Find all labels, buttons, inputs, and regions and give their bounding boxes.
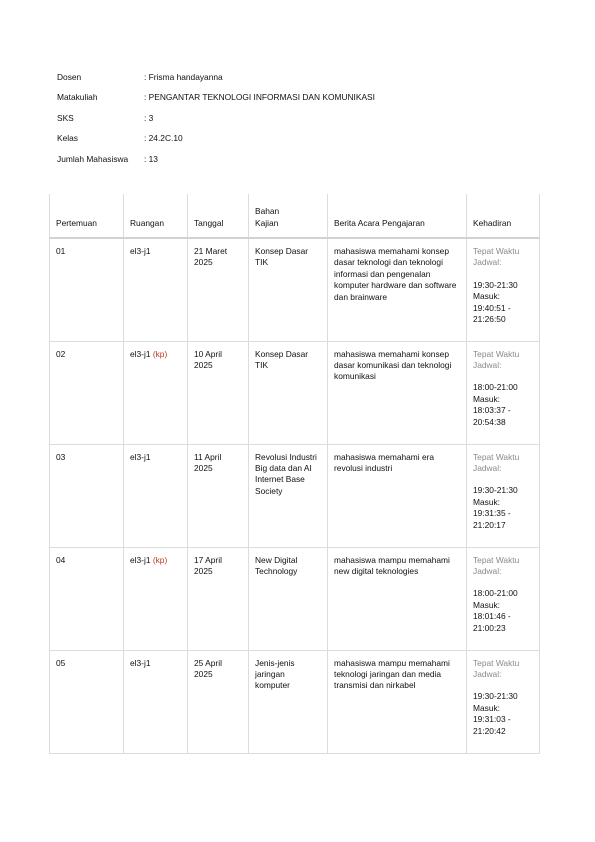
header-bahan-line1: Bahan [255, 206, 280, 217]
cell-pertemuan: 05 [50, 650, 124, 753]
schedule-time: 19:30-21:30 [473, 691, 518, 702]
cell-bahan-kajian: New Digital Technology [249, 547, 328, 650]
cell-tanggal: 10 April 2025 [188, 341, 249, 444]
info-row-kelas [57, 133, 375, 153]
cell-berita-acara: mahasiswa memahami konsep dasar teknologi dan teknologi informasi dan pengenalan komputer hardware dan software dan brainware [328, 238, 467, 341]
info-value: : 3 [144, 112, 154, 123]
info-value: : 13 [144, 153, 158, 164]
kp-badge: (kp) [152, 348, 168, 359]
cell-tanggal: 17 April 2025 [188, 547, 249, 650]
check-in-time: Masuk: 19:40:51 - 21:26:50 [473, 291, 511, 325]
attendance-status: Tepat Waktu Jadwal: [473, 348, 520, 370]
info-value: : 24.2C.10 [144, 133, 183, 144]
cell-ruangan [124, 341, 188, 444]
cell-kehadiran [467, 341, 540, 444]
schedule-time: 19:30-21:30 [473, 279, 518, 290]
room-code: el3-j1 [130, 348, 151, 359]
info-label: Dosen [57, 72, 82, 82]
table-row [50, 238, 540, 341]
header-kehadiran: Kehadiran [467, 194, 540, 238]
check-in-time: Masuk: 19:31:35 - 21:20:17 [473, 496, 511, 530]
table-row [50, 341, 540, 444]
cell-berita-acara: mahasiswa mampu memahami new digital teknologies [328, 547, 467, 650]
info-label: Matakuliah [57, 92, 98, 103]
attendance-table [49, 194, 540, 754]
room-code: el3-j1 [130, 554, 151, 565]
attendance-status: Tepat Waktu Jadwal: [473, 657, 520, 679]
info-row-matakuliah [57, 92, 375, 112]
cell-pertemuan: 02 [50, 341, 124, 444]
cell-tanggal: 25 April 2025 [188, 650, 249, 753]
schedule-time: 18:00-21:00 [473, 382, 518, 393]
room-code: el3-j1 [130, 246, 151, 256]
attendance-status: Tepat Waktu Jadwal: [473, 554, 520, 576]
header-berita-acara: Berita Acara Pengajaran [328, 194, 467, 238]
info-label: SKS [57, 112, 74, 123]
cell-bahan-kajian: Konsep Dasar TIK [249, 238, 328, 341]
cell-berita-acara: mahasiswa memahami era revolusi industri [328, 444, 467, 547]
attendance-status: Tepat Waktu Jadwal: [473, 246, 520, 268]
info-label: Jumlah Mahasiswa [57, 153, 129, 164]
cell-ruangan [124, 238, 188, 341]
header-bahan-kajian [249, 194, 328, 238]
kp-badge: (kp) [152, 554, 168, 565]
cell-kehadiran [467, 547, 540, 650]
check-in-time: Masuk: 18:03:37 - 20:54:38 [473, 393, 511, 427]
info-value: : PENGANTAR TEKNOLOGI INFORMASI DAN KOMUNIKASI [144, 92, 375, 103]
cell-ruangan [124, 547, 188, 650]
cell-kehadiran [467, 238, 540, 341]
cell-kehadiran [467, 444, 540, 547]
cell-pertemuan: 04 [50, 547, 124, 650]
cell-berita-acara: mahasiswa memahami konsep dasar komunikasi dan teknologi komunikasi [328, 341, 467, 444]
info-row-jumlah-mahasiswa [57, 154, 375, 174]
room-code: el3-j1 [130, 451, 151, 462]
info-row-sks [57, 113, 375, 133]
cell-bahan-kajian: Konsep Dasar TIK [249, 341, 328, 444]
info-label: Kelas [57, 133, 78, 144]
cell-berita-acara: mahasiswa mampu memahami teknologi jaringan dan media transmisi dan nirkabel [328, 650, 467, 753]
header-bahan-line2: Kajian [255, 217, 279, 228]
cell-ruangan [124, 444, 188, 547]
cell-pertemuan: 01 [50, 238, 124, 341]
header-tanggal: Tanggal [188, 194, 249, 238]
info-value: : Frisma handayanna [144, 72, 223, 82]
check-in-time: Masuk: 18:01:46 - 21:00:23 [473, 599, 511, 633]
room-code: el3-j1 [130, 657, 151, 668]
table-row [50, 650, 540, 753]
check-in-time: Masuk: 19:31:03 - 21:20:42 [473, 702, 511, 736]
attendance-status: Tepat Waktu Jadwal: [473, 451, 520, 473]
table-row [50, 547, 540, 650]
schedule-time: 18:00-21:00 [473, 588, 518, 599]
info-row-dosen [57, 72, 375, 92]
table-header-row [50, 194, 540, 238]
table-row [50, 444, 540, 547]
header-ruangan: Ruangan [124, 194, 188, 238]
schedule-time: 19:30-21:30 [473, 485, 518, 496]
cell-tanggal: 11 April 2025 [188, 444, 249, 547]
cell-bahan-kajian: Revolusi Industri Big data dan AI Internet Base Society [249, 444, 328, 547]
cell-bahan-kajian: Jenis-jenis jaringan komputer [249, 650, 328, 753]
cell-pertemuan: 03 [50, 444, 124, 547]
cell-kehadiran [467, 650, 540, 753]
header-pertemuan: Pertemuan [50, 194, 124, 238]
cell-tanggal: 21 Maret 2025 [188, 238, 249, 341]
cell-ruangan [124, 650, 188, 753]
course-info [57, 72, 375, 174]
